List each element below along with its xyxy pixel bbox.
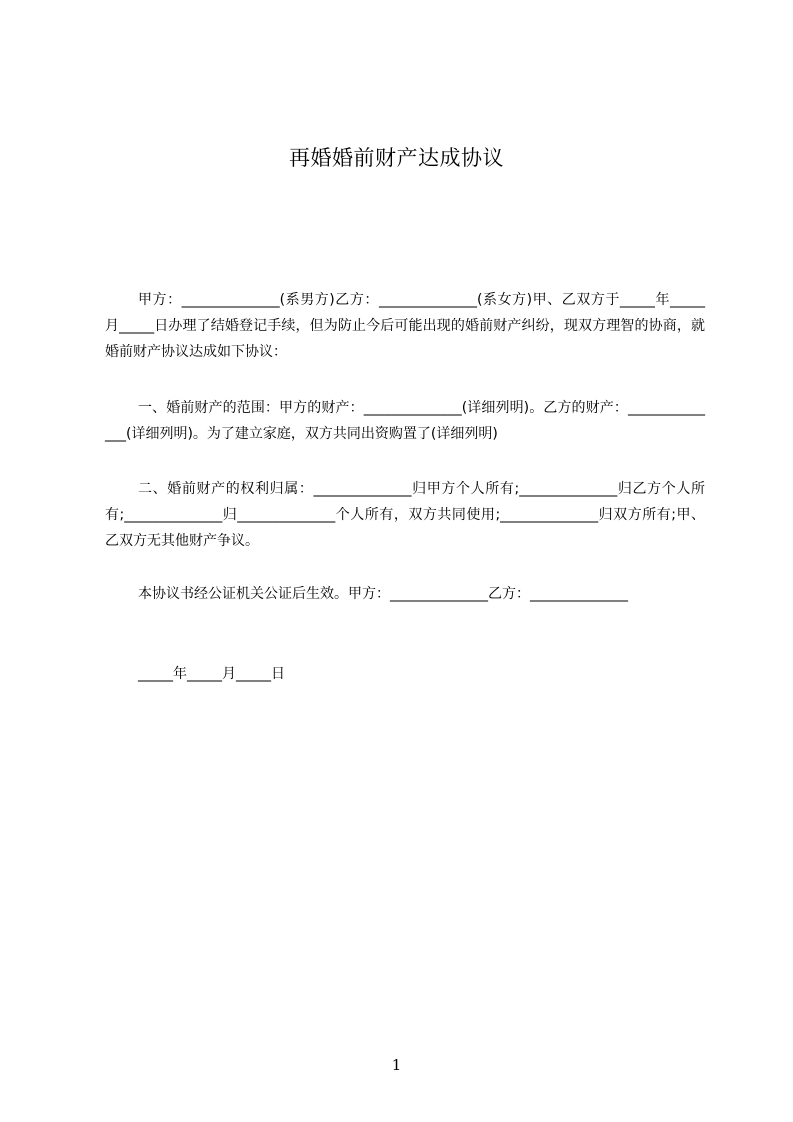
paragraph-date: _____年_____月_____日 [138, 666, 285, 682]
paragraph-property-scope: 一、婚前财产的范围：甲方的财产：______________(详细列明)。乙方的财产：______________(详细列明)。为了建立家庭，双方共同出资购置了(详细列明) [105, 400, 705, 442]
document-title: 再婚婚前财产达成协议 [289, 146, 504, 170]
page-number: 1 [391, 1056, 402, 1074]
paragraph-parties: 甲方：______________(系男方)乙方：______________(系女方)甲、乙双方于_____年_____月_____日办理了结婚登记手续，但为防止今后可能出现的婚前财产纠纷，现双方理智的协商，就婚前财产协议达成如下协议： [105, 292, 705, 360]
paragraph-notarization: 本协议书经公证机关公证后生效。甲方：______________乙方：______________ [138, 586, 628, 602]
paragraph-property-ownership: 二、婚前财产的权利归属：______________归甲方个人所有;______________归乙方个人所有;______________归______________个人所有，双方共同使用;______________归双方所有;甲、乙双方无其他财产争议。 [105, 481, 705, 549]
